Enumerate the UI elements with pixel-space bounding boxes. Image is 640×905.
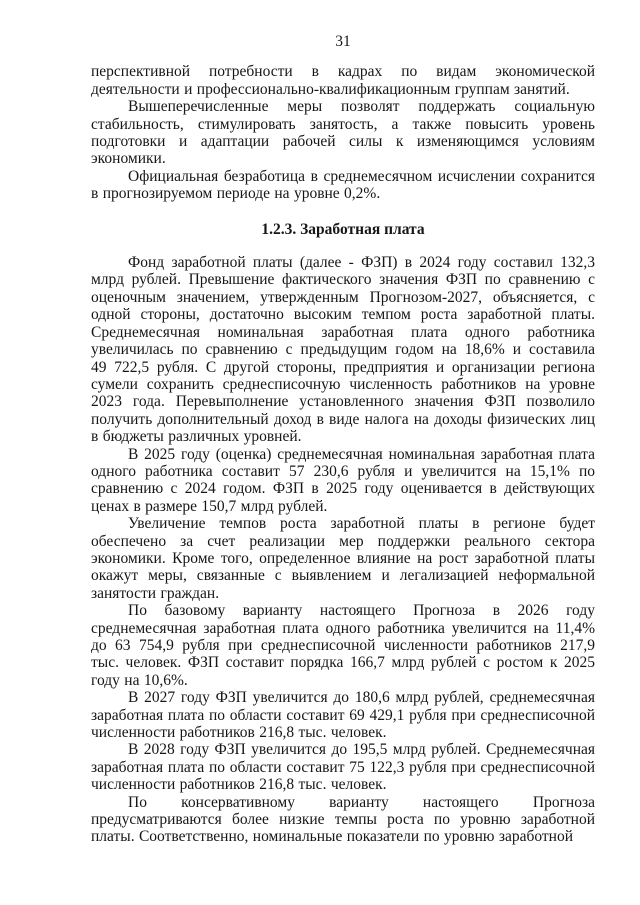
paragraph-conservative-scenario: По консервативному варианту настоящего Прогноза предусматриваются более низкие темпы роста по уровню заработной платы. Соответственно, номинальные показатели по уровню заработной	[91, 793, 595, 846]
paragraph-fzp-2024: Фонд заработной платы (далее - ФЗП) в 2024 году составил 132,3 млрд рублей. Превышение фактического значения ФЗП по сравнению с оценочным значением, утвержденным Прогнозом-2027, объясняется, с одной стороны, достаточно высоким темпом роста заработной платы. Среднемесячная номинальная заработная плата одного работника увеличилась по сравнению с предыдущим годом на 18,6% и составила 49 722,5 рубля. С другой стороны, предприятия и организации региона сумели сохранить среднесписочную численность работников на уровне 2023 года. Перевыполнение установленного значения ФЗП позволило получить дополнительный доход в виде налога на доходы физических лиц в бюджеты различных уровней.	[91, 254, 595, 446]
paragraph-fzp-2027: В 2027 году ФЗП увеличится до 180,6 млрд рублей, среднемесячная заработная плата по области составит 69 429,1 рубля при среднесписочной численности работников 216,8 тыс. человек.	[91, 689, 595, 742]
paragraph-continuation: перспективной потребности в кадрах по видам экономической деятельности и профессионально-квалификационным группам занятий.	[91, 63, 595, 98]
page-number: 31	[335, 33, 351, 50]
section-heading: 1.2.3. Заработная плата	[261, 220, 425, 238]
paragraph-fzp-2025: В 2025 году (оценка) среднемесячная номинальная заработная плата одного работника составит 57 230,6 рубля и увеличится на 15,1% по сравнению с 2024 годом. ФЗП в 2025 году оценивается в действующих ценах в размере 150,7 млрд рублей.	[91, 445, 595, 515]
paragraph-measures: Вышеперечисленные меры позволят поддержать социальную стабильность, стимулировать занятость, а также повысить уровень подготовки и адаптации рабочей силы к изменяющимся условиям экономики.	[91, 98, 595, 168]
paragraph-unemployment: Официальная безработица в среднемесячном исчислении сохранится в прогнозируемом периоде на уровне 0,2%.	[91, 167, 595, 203]
paragraph-base-scenario-2026: По базовому варианту настоящего Прогноза в 2026 году среднемесячная заработная плата одного работника увеличится на 11,4% до 63 754,9 рубля при среднесписочной численности работников 217,9 тыс. человек. ФЗП составит порядка 166,7 млрд рублей с ростом к 2025 году на 10,6%.	[91, 602, 595, 689]
paragraph-fzp-2028: В 2028 году ФЗП увеличится до 195,5 млрд рублей. Среднемесячная заработная плата по области составит 75 122,3 рубля при среднесписочной численности работников 216,8 тыс. человек.	[91, 741, 595, 794]
paragraph-wage-growth-drivers: Увеличение темпов роста заработной платы в регионе будет обеспечено за счет реализации мер поддержки реального сектора экономики. Кроме того, определенное влияние на рост заработной платы окажут меры, связанные с выявлением и легализацией неформальной занятости граждан.	[91, 515, 595, 602]
